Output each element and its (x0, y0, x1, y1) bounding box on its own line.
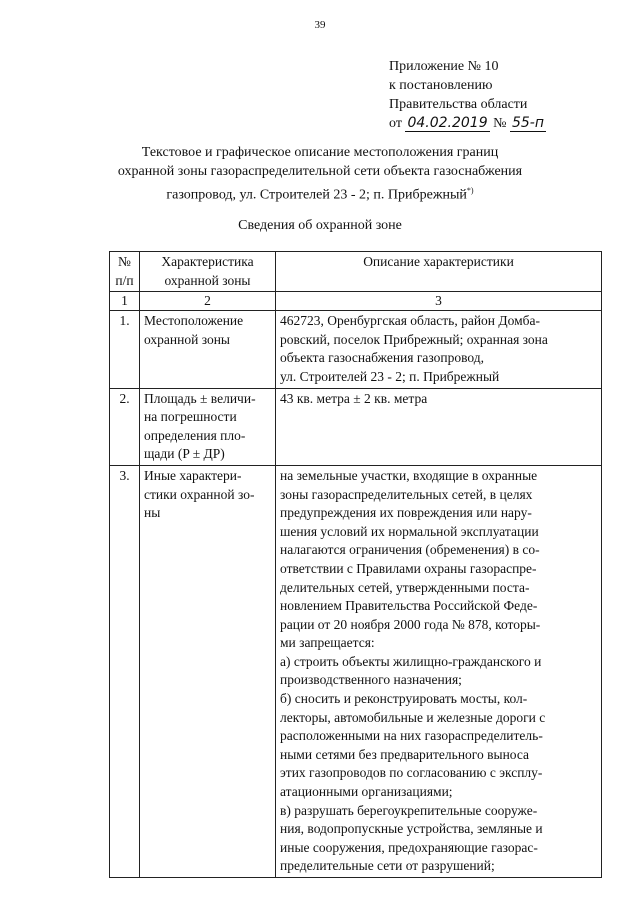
text-line: лекторы, автомобильные и железные дороги с (280, 709, 546, 725)
number-prefix: № (493, 116, 507, 131)
document-title (0, 143, 640, 205)
text-line: охранной зоны (144, 331, 231, 347)
text-line: 462723, Оренбургская область, район Домба- (280, 313, 541, 329)
row-description (276, 465, 602, 877)
appendix-block (389, 57, 546, 133)
section-title: Сведения об охранной зоне (238, 218, 402, 233)
title-line-3-text: газопровод, ул. Строителей 23 - 2; п. Прибрежный (166, 187, 467, 203)
column-number-row (110, 292, 602, 311)
text-line: пределительные сети от разрушений; (280, 858, 495, 874)
text-line: ми запрещается: (280, 635, 375, 651)
text-line: на погрешности (144, 409, 237, 425)
handwritten-number: 55-п (511, 115, 544, 131)
text-line: рации от 20 ноября 2000 года № 878, которы- (280, 616, 541, 632)
protected-zone-table (109, 251, 602, 878)
text-line: 43 кв. метра ± 2 кв. метра (280, 390, 428, 406)
row-number: 2. (110, 388, 140, 465)
header-characteristic (140, 252, 276, 292)
text-line: ны (144, 505, 161, 521)
column-number: 3 (276, 292, 602, 311)
page-number: 39 (314, 19, 326, 31)
header-characteristic-line-1: Характеристика (161, 254, 254, 269)
appendix-line-3: Правительства области (389, 97, 528, 112)
text-line: производственного назначения; (280, 672, 462, 688)
text-line: этих газопроводов по согласованию с эксплу- (280, 765, 543, 781)
text-line: атационными организациями; (280, 784, 453, 800)
header-description-line-1: Описание характеристики (363, 254, 514, 269)
row-number: 3. (110, 465, 140, 877)
header-number-line-1: № (118, 254, 131, 269)
text-line: щади (P ± ДР) (144, 446, 225, 462)
appendix-line-1: Приложение № 10 (389, 59, 499, 74)
footnote-mark: *) (466, 186, 474, 195)
text-line: ответствии с Правилами охраны газораспре- (280, 560, 537, 576)
text-line: стики охранной зо- (144, 486, 255, 502)
handwritten-date: 04.02.2019 (407, 115, 488, 131)
row-characteristic (140, 311, 276, 388)
text-line: Иные характери- (144, 467, 242, 483)
text-line: Местоположение (144, 313, 244, 329)
text-line: расположенными на них газораспределитель- (280, 728, 543, 744)
appendix-line-2: к постановлению (389, 78, 493, 93)
title-line-2: охранной зоны газораспределительной сети объекта газоснабжения (117, 164, 523, 179)
text-line: зоны газораспределительных сетей, в целях (280, 486, 533, 502)
text-line: ровский, поселок Прибрежный; охранная зона (280, 331, 548, 347)
date-prefix: от (389, 116, 402, 131)
column-number: 2 (140, 292, 276, 311)
text-line: в) разрушать берегоукрепительные сооруже- (280, 802, 538, 818)
header-number (110, 252, 140, 292)
column-number: 1 (110, 292, 140, 311)
row-number: 1. (110, 311, 140, 388)
header-characteristic-line-2: охранной зоны (164, 272, 251, 288)
text-line: шения условий их нормальной эксплуатации (280, 523, 539, 539)
text-line: на земельные участки, входящие в охранные (280, 467, 538, 483)
text-line: ния, водопропускные устройства, земляные и (280, 821, 543, 837)
text-line: делительных сетей, утвержденными поста- (280, 579, 530, 595)
text-line: предупреждения их повреждения или нару- (280, 505, 532, 521)
header-description (276, 252, 602, 292)
text-line: новлением Правительства Российской Феде- (280, 598, 538, 614)
text-line: ными сетями без предварительного выноса (280, 746, 530, 762)
appendix-date-line (389, 114, 546, 133)
text-line: объекта газоснабжения газопровод, (280, 350, 484, 366)
text-line: иные сооружения, предохраняющие газорас- (280, 839, 538, 855)
table-header-row (110, 252, 602, 292)
text-line: б) сносить и реконструировать мосты, кол- (280, 691, 528, 707)
title-line-1: Текстовое и графическое описание местоположения границ (141, 145, 499, 160)
header-number-line-2: п/п (115, 272, 134, 288)
table-row (110, 388, 602, 465)
row-description (276, 311, 602, 388)
row-characteristic (140, 388, 276, 465)
row-description (276, 388, 602, 465)
text-line: ул. Строителей 23 - 2; п. Прибрежный (280, 368, 500, 384)
text-line: а) строить объекты жилищно-гражданского и (280, 653, 542, 669)
table-row (110, 465, 602, 877)
text-line: налагаются ограничения (обременения) в со- (280, 542, 540, 558)
text-line: определения пло- (144, 427, 246, 443)
title-line-3 (0, 181, 640, 205)
row-characteristic (140, 465, 276, 877)
text-line: Площадь ± величи- (144, 390, 256, 406)
table-row (110, 311, 602, 388)
